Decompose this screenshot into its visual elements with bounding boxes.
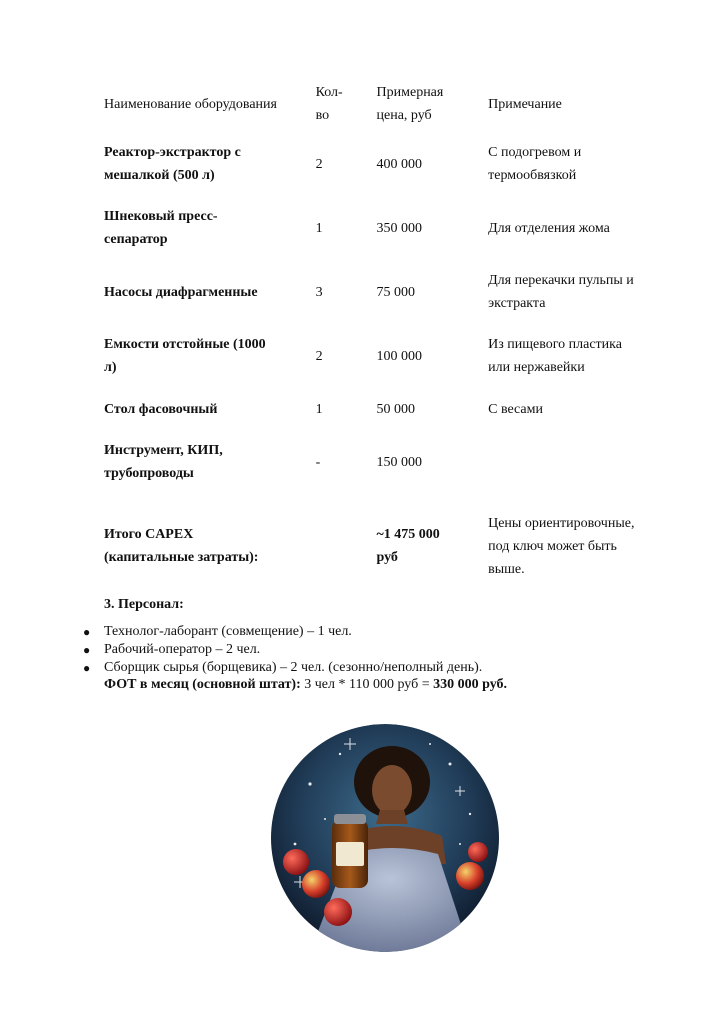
row-note: Для отделения жома — [488, 220, 610, 236]
row-qty: 1 — [315, 220, 323, 236]
payroll-label: ФОТ в месяц (основной штат): — [104, 677, 301, 692]
list-item: ● Технолог-лаборант (совмещение) – 1 чел. — [83, 624, 352, 639]
header-note: Примечание — [488, 96, 562, 112]
table-row — [96, 430, 666, 494]
row-name: Инструмент, КИП, трубопроводы — [104, 443, 223, 481]
row-qty: - — [315, 454, 321, 470]
staff-list — [80, 623, 704, 677]
table-row — [96, 132, 666, 196]
row-qty: 1 — [315, 401, 323, 417]
header-price: Примерная цена, руб — [376, 85, 444, 123]
row-note: С весами — [488, 401, 543, 417]
portrait-illustration — [270, 724, 500, 952]
row-price: 350 000 — [376, 220, 423, 236]
row-price: 150 000 — [376, 454, 423, 470]
table-row — [96, 324, 666, 388]
row-price: 50 000 — [376, 401, 416, 417]
total-price: ~1 475 000 руб — [376, 527, 440, 565]
payroll-summary — [104, 676, 704, 694]
bullet-icon: ● — [83, 625, 91, 639]
list-item: ● Сборщик сырья (борщевика) – 2 чел. (сезонно/неполный день). — [83, 660, 483, 675]
payroll-formula: 3 чел * 110 000 руб = — [300, 677, 434, 692]
bullet-icon: ● — [83, 661, 91, 675]
row-note: С подогревом и термообвязкой — [488, 145, 582, 183]
header-name: Наименование оборудования — [104, 96, 277, 112]
equipment-table — [96, 76, 666, 598]
section-title-staff: 3. Персонал: — [104, 597, 184, 612]
row-note — [488, 430, 666, 494]
total-label: Итого CAPEX (капитальные затраты): — [104, 527, 259, 565]
row-qty: 2 — [315, 348, 323, 364]
row-price: 100 000 — [376, 348, 423, 364]
list-item: ● Рабочий-оператор – 2 чел. — [83, 642, 261, 657]
row-name: Емкости отстойные (1000 л) — [104, 337, 266, 375]
row-price: 75 000 — [376, 284, 416, 300]
bullet-icon: ● — [83, 643, 91, 657]
total-note: Цены ориентировочные, под ключ может быть выше. — [488, 515, 635, 577]
row-note: Для перекачки пульпы и экстракта — [488, 273, 634, 311]
row-qty: 2 — [315, 156, 323, 172]
table-row — [96, 388, 666, 430]
table-row — [96, 260, 666, 324]
row-name: Реактор-экстрактор с мешалкой (500 л) — [104, 145, 241, 183]
row-price: 400 000 — [376, 156, 423, 172]
table-row — [96, 196, 666, 260]
row-name: Насосы диафрагменные — [104, 284, 258, 300]
decorative-portrait-image — [270, 724, 500, 952]
table-total-row — [96, 494, 666, 598]
total-qty — [316, 494, 377, 598]
row-name: Шнековый пресс- сепаратор — [104, 209, 218, 247]
row-name: Стол фасовочный — [104, 401, 218, 417]
table-header-row — [96, 76, 666, 132]
row-qty: 3 — [315, 284, 323, 300]
payroll-result: 330 000 руб. — [433, 677, 508, 692]
row-note: Из пищевого пластика или нержавейки — [488, 337, 622, 375]
header-qty: Кол- во — [315, 85, 343, 123]
